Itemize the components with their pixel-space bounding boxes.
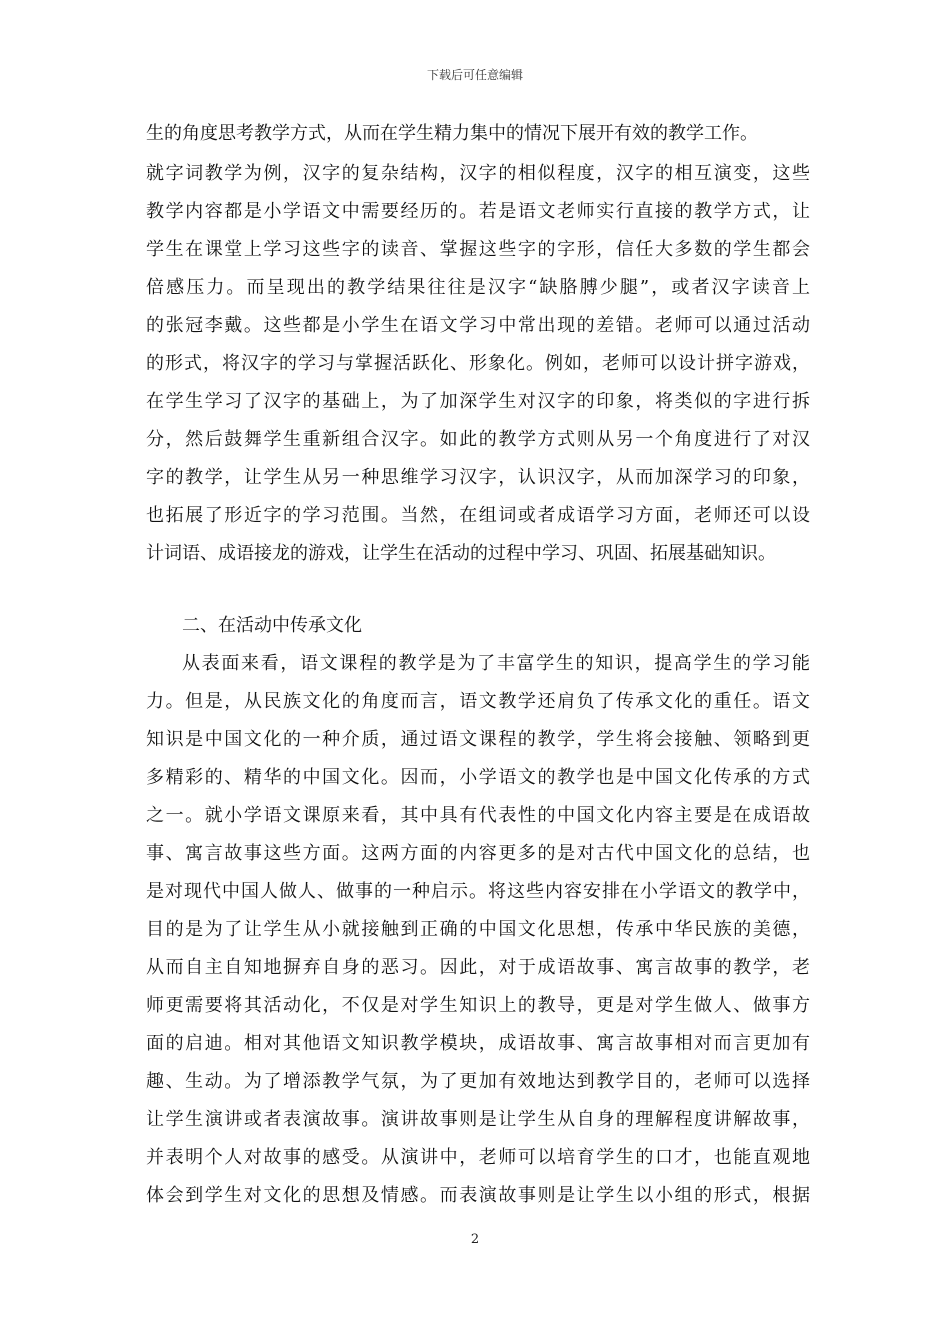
text-line: 倍感压力。而呈现出的教学结果往往是汉字“缺胳膊少腿”，或者汉字读音上 bbox=[146, 277, 810, 298]
text-line: 分，然后鼓舞学生重新组合汉字。如此的教学方式则从另一个角度进行了对汉 bbox=[146, 429, 810, 450]
text-line: 师更需要将其活动化，不仅是对学生知识上的教导，更是对学生做人、做事方 bbox=[146, 995, 810, 1016]
text-line: 从而自主自知地摒弃自身的恶习。因此，对于成语故事、寓言故事的教学，老 bbox=[146, 957, 810, 978]
text-line: 计词语、成语接龙的游戏，让学生在活动的过程中学习、巩固、拓展基础知识。 bbox=[146, 543, 776, 564]
text-line: 就字词教学为例，汉字的复杂结构，汉字的相似程度，汉字的相互演变，这些 bbox=[146, 163, 810, 184]
page-number: 2 bbox=[470, 1232, 480, 1247]
text-line: 多精彩的、精华的中国文化。因而，小学语文的教学也是中国文化传承的方式 bbox=[146, 767, 810, 788]
section-heading: 二、在活动中传承文化 bbox=[182, 615, 362, 636]
text-line: 字的教学，让学生从另一种思维学习汉字，认识汉字，从而加深学习的印象， bbox=[146, 467, 810, 488]
text-line: 的形式，将汉字的学习与掌握活跃化、形象化。例如，老师可以设计拼字游戏， bbox=[146, 353, 810, 374]
text-line: 目的是为了让学生从小就接触到正确的中国文化思想，传承中华民族的美德， bbox=[146, 919, 810, 940]
text-line: 在学生学习了汉字的基础上，为了加深学生对汉字的印象，将类似的字进行拆 bbox=[146, 391, 810, 412]
text-line: 之一。就小学语文课原来看，其中具有代表性的中国文化内容主要是在成语故 bbox=[146, 805, 810, 826]
page-header: 下载后可任意编辑 bbox=[426, 68, 523, 82]
text-line: 事、寓言故事这些方面。这两方面的内容更多的是对古代中国文化的总结，也 bbox=[146, 843, 810, 864]
text-line: 趣、生动。为了增添教学气氛，为了更加有效地达到教学目的，老师可以选择 bbox=[146, 1071, 810, 1092]
text-line: 生的角度思考教学方式，从而在学生精力集中的情况下展开有效的教学工作。 bbox=[146, 123, 758, 144]
text-line: 知识是中国文化的一种介质，通过语文课程的教学，学生将会接触、领略到更 bbox=[146, 729, 810, 750]
text-line: 体会到学生对文化的思想及情感。而表演故事则是让学生以小组的形式，根据 bbox=[146, 1185, 810, 1206]
text-line: 让学生演讲或者表演故事。演讲故事则是让学生从自身的理解程度讲解故事， bbox=[146, 1109, 810, 1130]
text-line: 面的启迪。相对其他语文知识教学模块，成语故事、寓言故事相对而言更加有 bbox=[146, 1033, 810, 1054]
text-line: 从表面来看，语文课程的教学是为了丰富学生的知识，提高学生的学习能 bbox=[182, 653, 810, 674]
text-line: 并表明个人对故事的感受。从演讲中，老师可以培育学生的口才，也能直观地 bbox=[146, 1147, 810, 1168]
text-line: 的张冠李戴。这些都是小学生在语文学习中常出现的差错。老师可以通过活动 bbox=[146, 315, 810, 336]
text-line: 力。但是，从民族文化的角度而言，语文教学还肩负了传承文化的重任。语文 bbox=[146, 691, 810, 712]
text-line: 教学内容都是小学语文中需要经历的。若是语文老师实行直接的教学方式，让 bbox=[146, 201, 810, 222]
text-line: 也拓展了形近字的学习范围。当然，在组词或者成语学习方面，老师还可以设 bbox=[146, 505, 810, 526]
text-line: 学生在课堂上学习这些字的读音、掌握这些字的字形，信任大多数的学生都会 bbox=[146, 239, 810, 260]
text-line: 是对现代中国人做人、做事的一种启示。将这些内容安排在小学语文的教学中， bbox=[146, 881, 810, 902]
